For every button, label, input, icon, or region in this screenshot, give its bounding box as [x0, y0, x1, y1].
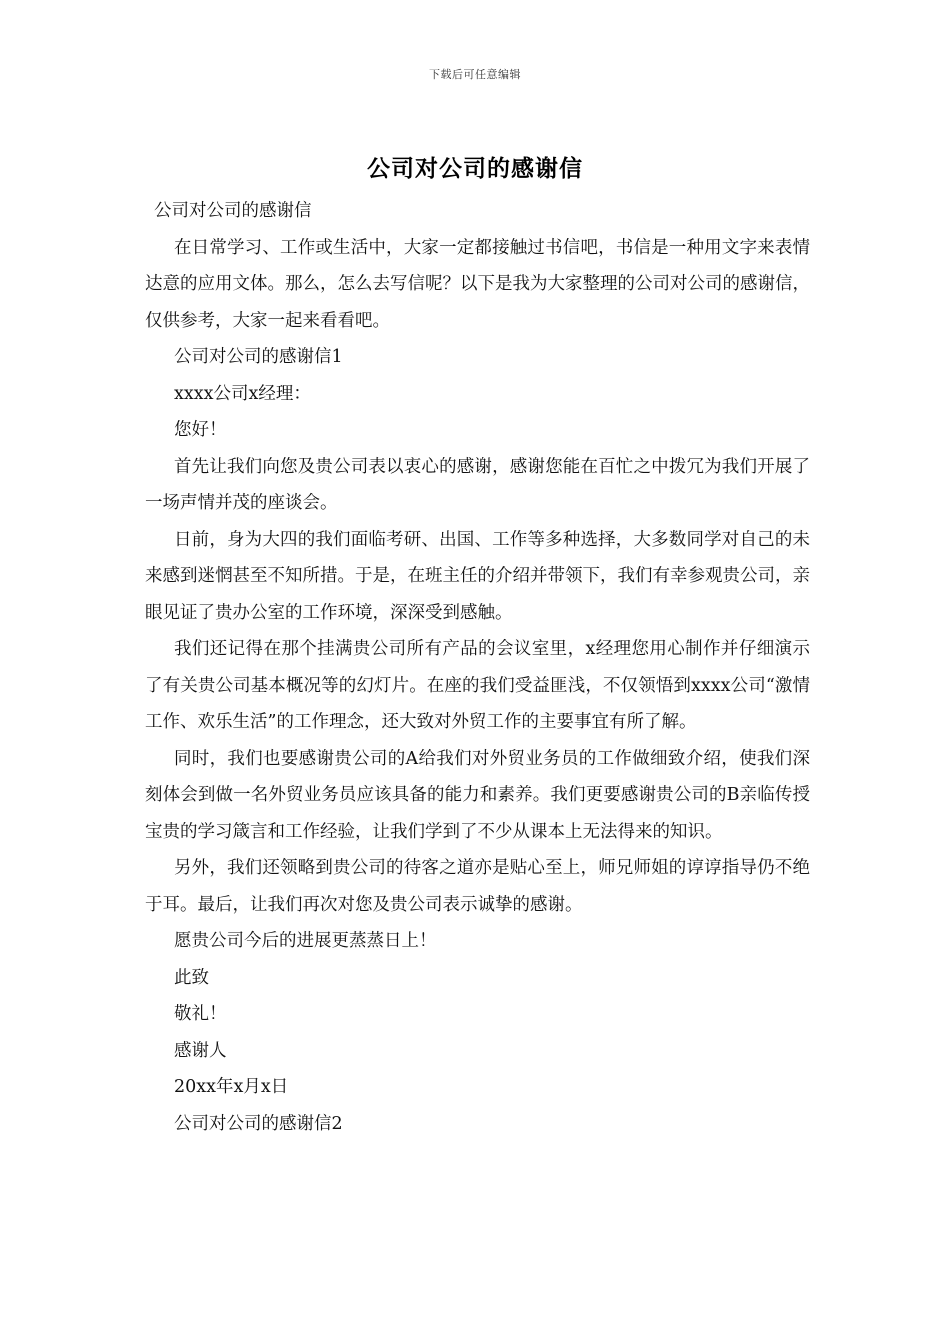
page-title: 公司对公司的感谢信 — [367, 155, 583, 182]
paragraph-hospitality: 另外，我们还领略到贵公司的待客之道亦是贴心至上，师兄师姐的谆谆指导仍不绝于耳。最后，让我们再次对您及贵公司表示诚挚的感谢。 — [145, 858, 810, 915]
letter-heading-2: 公司对公司的感谢信2 — [174, 1113, 343, 1134]
paragraph-colleagues: 同时，我们也要感谢贵公司的A给我们对外贸业务员的工作做细致介绍，使我们深刻体会到做一名外贸业务员应该具备的能力和素养。我们更要感谢贵公司的B亲临传授宝贵的学习箴言和工作经验，让我们学到了不少从课本上无法得来的知识。 — [145, 748, 810, 842]
subtitle-line: 公司对公司的感谢信 — [154, 201, 312, 221]
paragraph-background: 日前，身为大四的我们面临考研、出国、工作等多种选择，大多数同学对自己的未来感到迷惘甚至不知所措。于是，在班主任的介绍并带领下，我们有幸参观贵公司，亲眼见证了贵办公室的工作环境，深深受到感触。 — [145, 529, 810, 623]
paragraph-intro: 在日常学习、工作或生活中，大家一定都接触过书信吧，书信是一种用文字来表情达意的应用文体。那么，怎么去写信呢？以下是我为大家整理的公司对公司的感谢信，仅供参考，大家一起来看看吧。 — [145, 237, 810, 331]
closing-cizhi: 此致 — [174, 967, 209, 988]
date-line: 20xx年x月x日 — [174, 1077, 289, 1097]
paragraph-meeting-room: 我们还记得在那个挂满贵公司所有产品的会议室里，x经理您用心制作并仔细演示了有关贵公司基本概况等的幻灯片。在座的我们受益匪浅，不仅领悟到xxxx公司“激情工作、欢乐生活”的工作理念，还大致对外贸工作的主要事宜有所了解。 — [145, 639, 810, 732]
salutation: xxxx公司x经理： — [174, 383, 311, 404]
signature: 感谢人 — [174, 1040, 227, 1061]
header-note: 下载后可任意编辑 — [429, 68, 521, 81]
letter-body — [145, 193, 810, 1142]
greeting: 您好！ — [174, 420, 227, 440]
closing-wish: 愿贵公司今后的进展更蒸蒸日上！ — [174, 931, 437, 951]
letter-heading-1: 公司对公司的感谢信1 — [174, 347, 343, 367]
closing-jingli: 敬礼！ — [174, 1004, 227, 1024]
paragraph-thanks: 首先让我们向您及贵公司表以衷心的感谢，感谢您能在百忙之中拨冗为我们开展了一场声情并茂的座谈会。 — [145, 456, 810, 513]
